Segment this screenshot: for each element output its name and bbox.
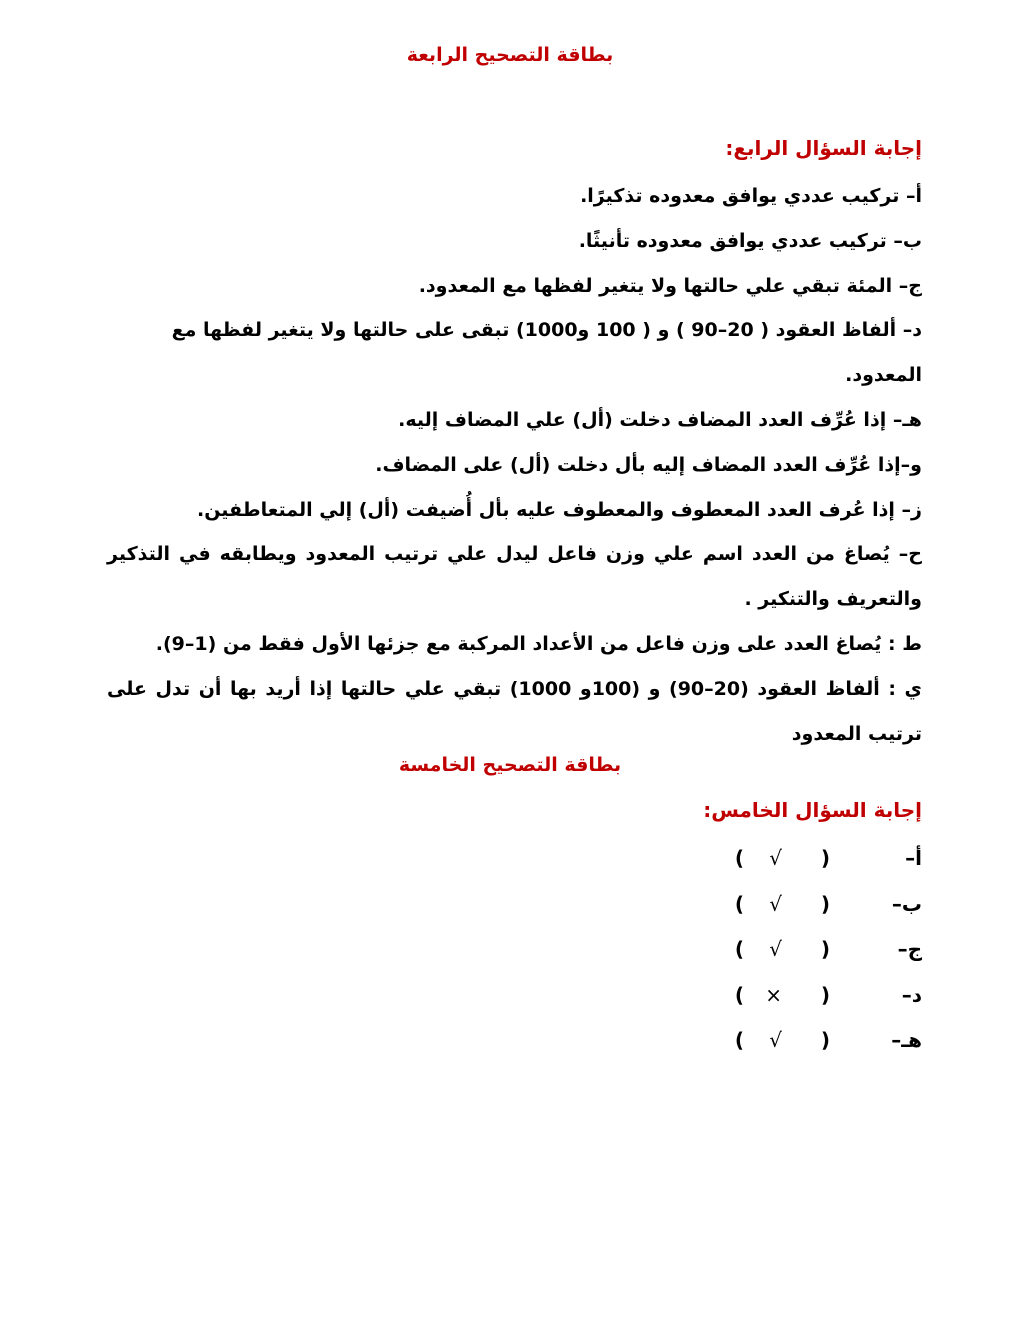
bracket-open: ( (820, 846, 830, 870)
bracket-open: ( (820, 937, 830, 961)
true-false-row (722, 973, 922, 1019)
section5-heading: إجابة السؤال الخامس: (703, 798, 922, 822)
answer-line: ط : يُصاغ العدد على وزن فاعل من الأعداد المركبة مع جزئها الأول فقط من (1–9). (155, 632, 922, 655)
answer-line: د– ألفاظ العقود ( 20–90 ) و ( 100 و1000) تبقى على حالتها ولا يتغير لفظها مع المعدود. (171, 319, 922, 387)
bracket-open: ( (820, 891, 830, 916)
bracket-close: ) (734, 891, 744, 916)
bracket-close: ) (734, 982, 744, 1007)
answer-line: و–إذا عُرِّف العدد المضاف إليه بأل دخلت (أل) على المضاف. (375, 453, 922, 476)
answer-line: ب– تركيب عددي يوافق معدوده تأنيثًا. (578, 229, 922, 252)
check-mark-icon: √ (769, 1028, 782, 1052)
section5-title: بطاقة التصحيح الخامسة (398, 754, 622, 776)
true-false-row (722, 1018, 922, 1064)
bracket-close: ) (734, 846, 744, 870)
bracket-close: ) (734, 937, 744, 961)
item-letter: هـ– (891, 1028, 922, 1052)
true-false-row (722, 836, 922, 882)
item-letter: ب– (891, 891, 922, 916)
cross-mark-icon: × (765, 982, 782, 1007)
item-letter: د– (901, 982, 922, 1007)
section4-title: بطاقة التصحيح الرابعة (406, 44, 614, 66)
section4-answers (107, 174, 922, 756)
bracket-close: ) (734, 1028, 744, 1052)
section5-answer-list (722, 836, 922, 1064)
true-false-row (722, 927, 922, 973)
true-false-row (722, 882, 922, 928)
answer-line: ج– المئة تبقي علي حالتها ولا يتغير لفظها مع المعدود. (418, 274, 922, 297)
answer-line: ح– يُصاغ من العدد اسم علي وزن فاعل ليدل علي ترتيب المعدود ويطابقه في التذكير والتعريف والتنكير . (107, 543, 922, 611)
bracket-open: ( (820, 1028, 830, 1052)
check-mark-icon: √ (769, 846, 782, 870)
answer-line: ي : ألفاظ العقود (20–90) و (100و 1000) تبقي علي حالتها إذا أريد بها أن تدل على ترتيب المعدود (107, 677, 922, 745)
item-letter: ج– (897, 937, 922, 961)
section4-heading: إجابة السؤال الرابع: (725, 136, 922, 160)
answer-line: ز– إذا عُرف العدد المعطوف والمعطوف عليه بأل أُضيفت (أل) إلي المتعاطفين. (196, 498, 922, 521)
check-mark-icon: √ (769, 937, 782, 961)
item-letter: أ– (905, 846, 922, 870)
check-mark-icon: √ (769, 891, 782, 916)
bracket-open: ( (820, 982, 830, 1007)
answer-line: أ– تركيب عددي يوافق معدوده تذكيرًا. (580, 185, 922, 207)
answer-line: هـ– إذا عُرِّف العدد المضاف دخلت (أل) علي المضاف إليه. (398, 408, 922, 431)
